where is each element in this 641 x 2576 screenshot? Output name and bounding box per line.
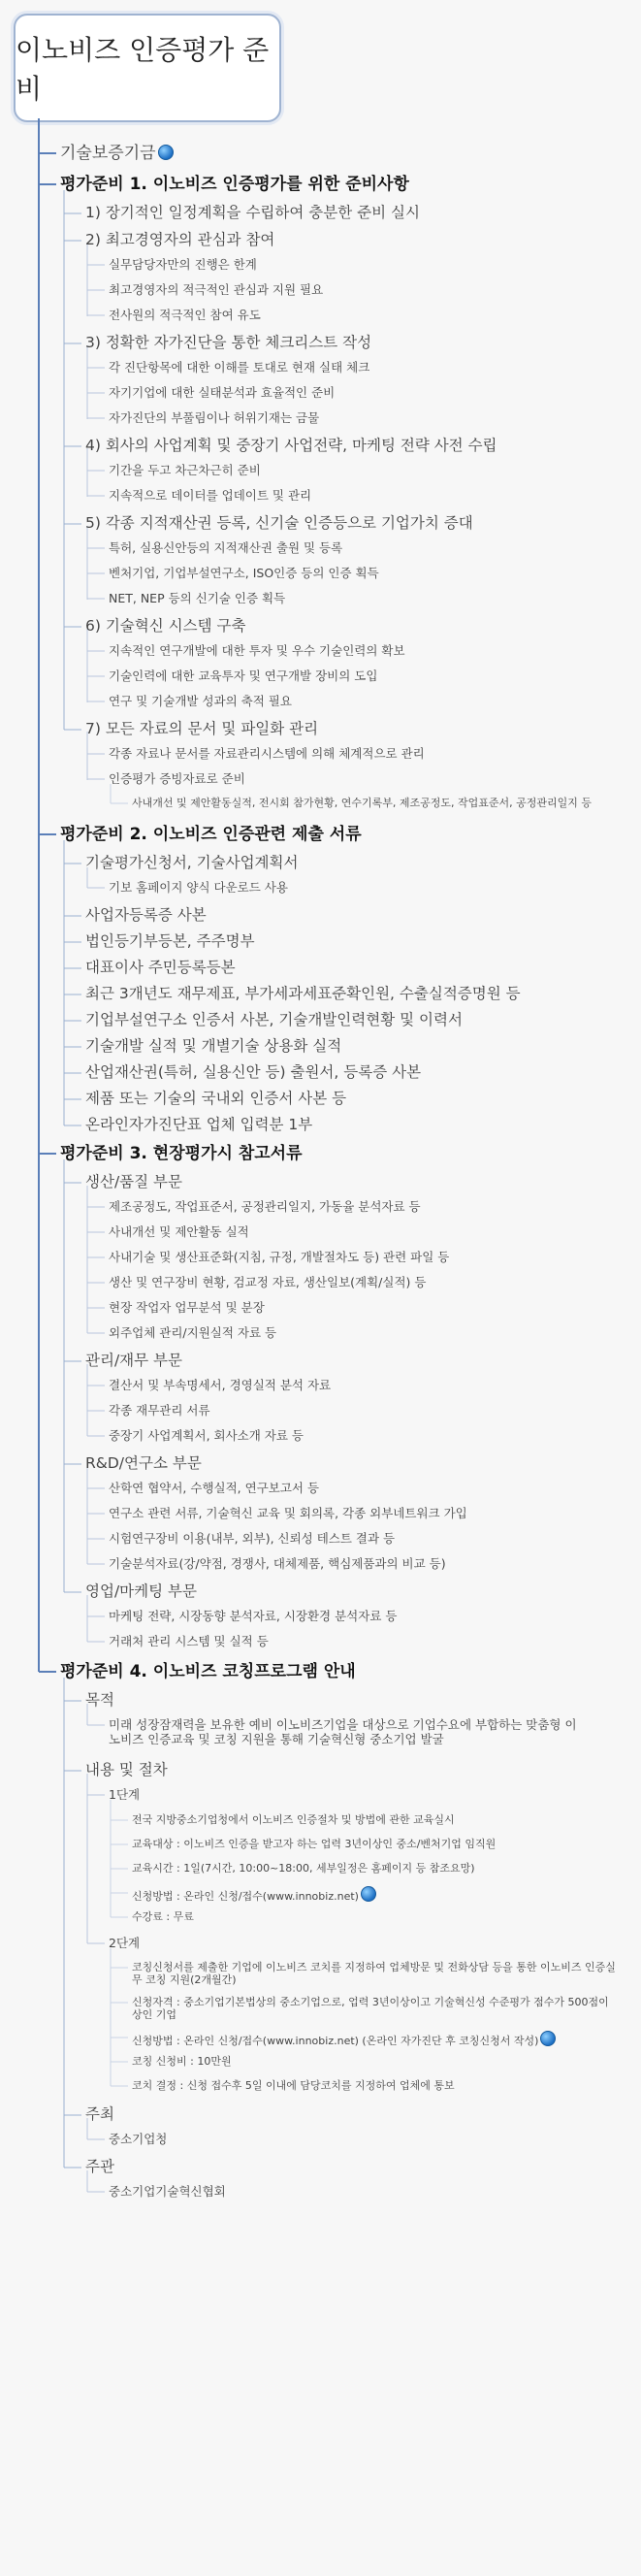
topic-node[interactable] xyxy=(85,906,207,925)
topic-label: 관리/재무 부문 xyxy=(85,1352,182,1369)
topic-label: 평가준비 1. 이노비즈 인증평가를 위한 준비사항 xyxy=(60,175,409,194)
topic-label: 기보 홈페이지 양식 다운로드 사용 xyxy=(109,880,288,895)
topic-node[interactable] xyxy=(85,854,298,872)
topic-node[interactable] xyxy=(85,617,245,636)
topic-node[interactable] xyxy=(109,282,323,297)
topic-node[interactable] xyxy=(109,771,245,786)
globe-link-icon[interactable] xyxy=(158,145,174,160)
topic-label: 신청방법 : 온라인 신청/접수(www.innobiz.net) xyxy=(132,1890,359,1903)
topic-label: 중소기업기술혁신협회 xyxy=(109,2184,226,2199)
topic-node[interactable] xyxy=(109,668,377,683)
topic-label: NET, NEP 등의 신기술 인증 획득 xyxy=(109,591,286,605)
globe-link-icon[interactable] xyxy=(361,1886,376,1902)
topic-node[interactable] xyxy=(85,1011,463,1029)
topic-label: 평가준비 4. 이노비즈 코칭프로그램 안내 xyxy=(60,1662,356,1681)
topic-node[interactable] xyxy=(85,1761,168,1779)
topic-label: 거래처 관리 시스템 및 실적 등 xyxy=(109,1634,269,1648)
topic-node[interactable] xyxy=(132,1961,617,1986)
topic-label: 2) 최고경영자의 관심과 참여 xyxy=(85,231,275,248)
topic-node[interactable] xyxy=(109,591,285,605)
topic-label: 내용 및 절차 xyxy=(85,1761,168,1778)
topic-node[interactable] xyxy=(60,144,174,163)
topic-label: 각 진단항목에 대한 이해를 토대로 현재 실태 체크 xyxy=(109,360,370,375)
topic-node[interactable] xyxy=(132,2031,556,2047)
topic-node[interactable] xyxy=(109,1634,269,1648)
topic-node[interactable] xyxy=(109,1609,397,1623)
topic-node[interactable] xyxy=(109,1300,265,1315)
topic-node[interactable] xyxy=(109,643,405,658)
topic-label: 산학연 협약서, 수행실적, 연구보고서 등 xyxy=(109,1481,320,1495)
topic-label: 4) 회사의 사업계획 및 중장기 사업전략, 마케팅 전략 사전 수립 xyxy=(85,437,497,454)
topic-node[interactable] xyxy=(85,1582,197,1601)
topic-node[interactable] xyxy=(109,694,292,708)
topic-label: 코치 결정 : 신청 접수후 5일 이내에 담당코치를 지정하여 업체에 통보 xyxy=(132,2079,455,2092)
topic-label: 교육대상 : 이노비즈 인증을 받고자 하는 업력 3년이상인 중소/벤처기업 임직원 xyxy=(132,1838,497,1850)
globe-link-icon[interactable] xyxy=(540,2031,556,2046)
topic-label: 마케팅 전략, 시장동향 분석자료, 시장환경 분석자료 등 xyxy=(109,1609,398,1623)
topic-node[interactable] xyxy=(85,720,318,738)
topic-node[interactable] xyxy=(109,540,342,555)
topic-label: 2단계 xyxy=(109,1936,141,1950)
topic-label: R&D/연구소 부문 xyxy=(85,1454,202,1472)
topic-label: 대표이사 주민등록등본 xyxy=(85,959,236,976)
topic-node[interactable] xyxy=(109,1403,210,1418)
topic-label: 지속적으로 데이터를 업데이트 및 관리 xyxy=(109,488,312,503)
topic-label: 사내개선 및 제안활동 실적 xyxy=(109,1224,249,1239)
topic-label: 각종 재무관리 서류 xyxy=(109,1403,210,1418)
topic-label: 1단계 xyxy=(109,1787,141,1802)
topic-node[interactable] xyxy=(109,463,261,477)
topic-label: 기업부설연구소 인증서 사본, 기술개발인력현황 및 이력서 xyxy=(85,1011,463,1028)
topic-label: 코칭신청서를 제출한 기업에 이노비즈 코치를 지정하여 업체방문 및 전화상담 등을 통한 이노비즈 인증실무 코칭 지원(2개월간) xyxy=(132,1961,616,1987)
topic-node[interactable] xyxy=(109,1250,449,1264)
topic-node[interactable] xyxy=(60,1144,303,1163)
topic-node[interactable] xyxy=(85,2158,114,2176)
topic-node[interactable] xyxy=(85,1037,341,1056)
topic-node[interactable] xyxy=(109,360,369,375)
topic-node[interactable] xyxy=(109,1199,421,1214)
topic-label: 최근 3개년도 재무제표, 부가세과세표준확인원, 수출실적증명원 등 xyxy=(85,985,521,1002)
topic-node[interactable] xyxy=(109,1378,331,1392)
topic-label: 3) 정확한 자가진단을 통한 체크리스트 작성 xyxy=(85,334,372,351)
topic-label: 기술보증기금 xyxy=(60,144,156,163)
topic-label: 사내기술 및 생산표준화(지침, 규정, 개발절차도 등) 관련 파일 등 xyxy=(109,1250,450,1264)
topic-node[interactable] xyxy=(109,1325,276,1340)
topic-node[interactable] xyxy=(132,797,592,809)
topic-node[interactable] xyxy=(85,932,255,951)
topic-label: 기술평가신청서, 기술사업계획서 xyxy=(85,854,299,871)
topic-node[interactable] xyxy=(132,2055,232,2068)
topic-label: 외주업체 관리/지원실적 자료 등 xyxy=(109,1325,277,1340)
topic-label: 6) 기술혁신 시스템 구축 xyxy=(85,617,246,635)
topic-label: 연구소 관련 서류, 기술혁신 교육 및 회의록, 각종 외부네트워크 가입 xyxy=(109,1506,467,1520)
topic-node[interactable] xyxy=(109,2184,226,2199)
topic-node[interactable] xyxy=(109,746,425,761)
topic-label: 특허, 실용신안등의 지적재산권 출원 및 등록 xyxy=(109,540,343,555)
topic-label: 신청방법 : 온라인 신청/접수(www.innobiz.net) (온라인 자가진단 후 코칭신청서 작성) xyxy=(132,2035,539,2047)
topic-label: 벤처기업, 기업부설연구소, ISO인증 등의 인증 획득 xyxy=(109,566,379,580)
topic-label: 자기기업에 대한 실태분석과 효율적인 준비 xyxy=(109,385,336,400)
topic-node[interactable] xyxy=(109,1428,304,1443)
topic-node[interactable] xyxy=(85,204,420,222)
topic-label: 법인등기부등본, 주주명부 xyxy=(85,932,255,950)
topic-node[interactable] xyxy=(132,1838,496,1850)
topic-node[interactable] xyxy=(109,1506,467,1520)
topic-node[interactable] xyxy=(109,880,288,895)
topic-label: 실무담당자만의 진행은 한계 xyxy=(109,257,257,272)
topic-label: 각종 자료나 문서를 자료관리시스템에 의해 체계적으로 관리 xyxy=(109,746,425,761)
topic-label: 생산/품질 부문 xyxy=(85,1173,182,1190)
topic-label: 제품 또는 기술의 국내외 인증서 사본 등 xyxy=(85,1090,347,1107)
topic-node[interactable] xyxy=(85,959,236,977)
topic-node[interactable] xyxy=(85,1116,312,1134)
topic-label: 코칭 신청비 : 10만원 xyxy=(132,2055,232,2068)
topic-label: 시험연구장비 이용(내부, 외부), 신뢰성 테스트 결과 등 xyxy=(109,1531,396,1546)
topic-label: 1) 장기적인 일정계획을 수립하여 충분한 준비 실시 xyxy=(85,204,420,221)
topic-node[interactable] xyxy=(85,1090,346,1108)
topic-node[interactable] xyxy=(109,566,379,580)
topic-label: 평가준비 3. 현장평가시 참고서류 xyxy=(60,1144,303,1163)
topic-node[interactable] xyxy=(109,410,319,425)
topic-node[interactable] xyxy=(109,2132,167,2146)
topic-node[interactable] xyxy=(109,257,257,272)
topic-node[interactable] xyxy=(109,385,335,400)
topic-node[interactable] xyxy=(85,1691,114,1710)
topic-label: 기술인력에 대한 교육투자 및 연구개발 장비의 도입 xyxy=(109,668,378,683)
topic-node[interactable] xyxy=(109,1275,426,1289)
topic-label: 기술분석자료(강/약점, 경쟁사, 대체제품, 핵심제품과의 비교 등) xyxy=(109,1556,446,1571)
topic-label: 5) 각종 지적재산권 등록, 신기술 인증등으로 기업가치 증대 xyxy=(85,514,473,532)
topic-label: 기간을 두고 차근차근히 준비 xyxy=(109,463,261,477)
topic-node[interactable] xyxy=(60,1662,356,1681)
topic-label: 제조공정도, 작업표준서, 공정관리일지, 가동율 분석자료 등 xyxy=(109,1199,421,1214)
topic-label: 교육시간 : 1일(7시간, 10:00~18:00, 세부일정은 홈페이지 등 참조요망) xyxy=(132,1862,475,1875)
topic-node[interactable] xyxy=(132,1886,376,1903)
topic-node[interactable] xyxy=(85,985,521,1003)
topic-node[interactable] xyxy=(132,1813,455,1826)
topic-label: 평가준비 2. 이노비즈 인증관련 제출 서류 xyxy=(60,825,362,844)
topic-label: 목적 xyxy=(85,1691,114,1709)
topic-label: 7) 모든 자료의 문서 및 파일화 관리 xyxy=(85,720,319,737)
topic-node[interactable] xyxy=(109,1787,140,1802)
topic-node[interactable] xyxy=(85,437,497,455)
topic-node[interactable] xyxy=(60,825,362,844)
topic-node[interactable] xyxy=(109,308,261,322)
topic-node[interactable] xyxy=(109,1531,395,1546)
root-topic[interactable]: 이노비즈 인증평가 준비 xyxy=(14,14,281,122)
topic-label: 중장기 사업계획서, 회사소개 자료 등 xyxy=(109,1428,304,1443)
topic-label: 주최 xyxy=(85,2105,114,2123)
topic-label: 자가진단의 부풀림이나 허위기재는 금물 xyxy=(109,410,320,425)
topic-node[interactable] xyxy=(109,1936,140,1950)
topic-node[interactable] xyxy=(109,1556,446,1571)
topic-label: 현장 작업자 업무분석 및 분장 xyxy=(109,1300,265,1315)
topic-node[interactable] xyxy=(85,1352,182,1370)
topic-node[interactable] xyxy=(132,2079,455,2092)
topic-label: 중소기업청 xyxy=(109,2132,168,2146)
topic-label: 생산 및 연구장비 현황, 검교정 자료, 생산일보(계획/실적) 등 xyxy=(109,1275,427,1289)
topic-node[interactable] xyxy=(109,1717,584,1746)
topic-node[interactable] xyxy=(132,1862,475,1875)
topic-label: 전사원의 적극적인 참여 유도 xyxy=(109,308,261,322)
topic-label: 최고경영자의 적극적인 관심과 지원 필요 xyxy=(109,282,324,297)
topic-node[interactable] xyxy=(85,2105,114,2124)
topic-node[interactable] xyxy=(85,1063,421,1082)
topic-label: 지속적인 연구개발에 대한 투자 및 우수 기술인력의 확보 xyxy=(109,643,405,658)
topic-label: 신청자격 : 중소기업기본법상의 중소기업으로, 업력 3년이상이고 기술혁신성 수준평가 점수가 500점이상인 기업 xyxy=(132,1996,609,2022)
topic-node[interactable] xyxy=(85,1173,182,1191)
topic-node[interactable] xyxy=(109,488,311,503)
topic-label: 산업재산권(특허, 실용신안 등) 출원서, 등록증 사본 xyxy=(85,1063,422,1081)
topic-label: 인증평가 증빙자료로 준비 xyxy=(109,771,245,786)
topic-label: 결산서 및 부속명세서, 경영실적 분석 자료 xyxy=(109,1378,332,1392)
topic-node[interactable] xyxy=(109,1481,319,1495)
topic-node[interactable] xyxy=(85,231,274,249)
topic-node[interactable] xyxy=(60,175,409,194)
topic-node[interactable] xyxy=(85,514,473,533)
topic-label: 전국 지방중소기업청에서 이노비즈 인증절차 및 방법에 관한 교육실시 xyxy=(132,1813,455,1826)
topic-label: 온라인자가진단표 업체 입력분 1부 xyxy=(85,1116,313,1133)
topic-label: 사업자등록증 사본 xyxy=(85,906,207,924)
topic-node[interactable] xyxy=(132,1996,617,2021)
topic-node[interactable] xyxy=(85,1454,202,1473)
topic-node[interactable] xyxy=(85,334,371,352)
topic-node[interactable] xyxy=(109,1224,249,1239)
topic-label: 미래 성장잠재력을 보유한 예비 이노비즈기업을 대상으로 기업수요에 부합하는 맞춤형 이노비즈 인증교육 및 코칭 지원을 통해 기술혁신형 중소기업 발굴 xyxy=(109,1717,577,1746)
topic-label: 수강료 : 무료 xyxy=(132,1910,194,1923)
topic-label: 영업/마케팅 부문 xyxy=(85,1582,197,1600)
topic-label: 사내개선 및 제안활동실적, 전시회 참가현황, 연수기록부, 제조공정도, 작업표준서, 공정관리일지 등 xyxy=(132,797,592,809)
topic-node[interactable] xyxy=(132,1910,194,1923)
topic-label: 주관 xyxy=(85,2158,114,2175)
topic-label: 연구 및 기술개발 성과의 축적 필요 xyxy=(109,694,292,708)
topic-label: 기술개발 실적 및 개별기술 상용화 실적 xyxy=(85,1037,342,1055)
